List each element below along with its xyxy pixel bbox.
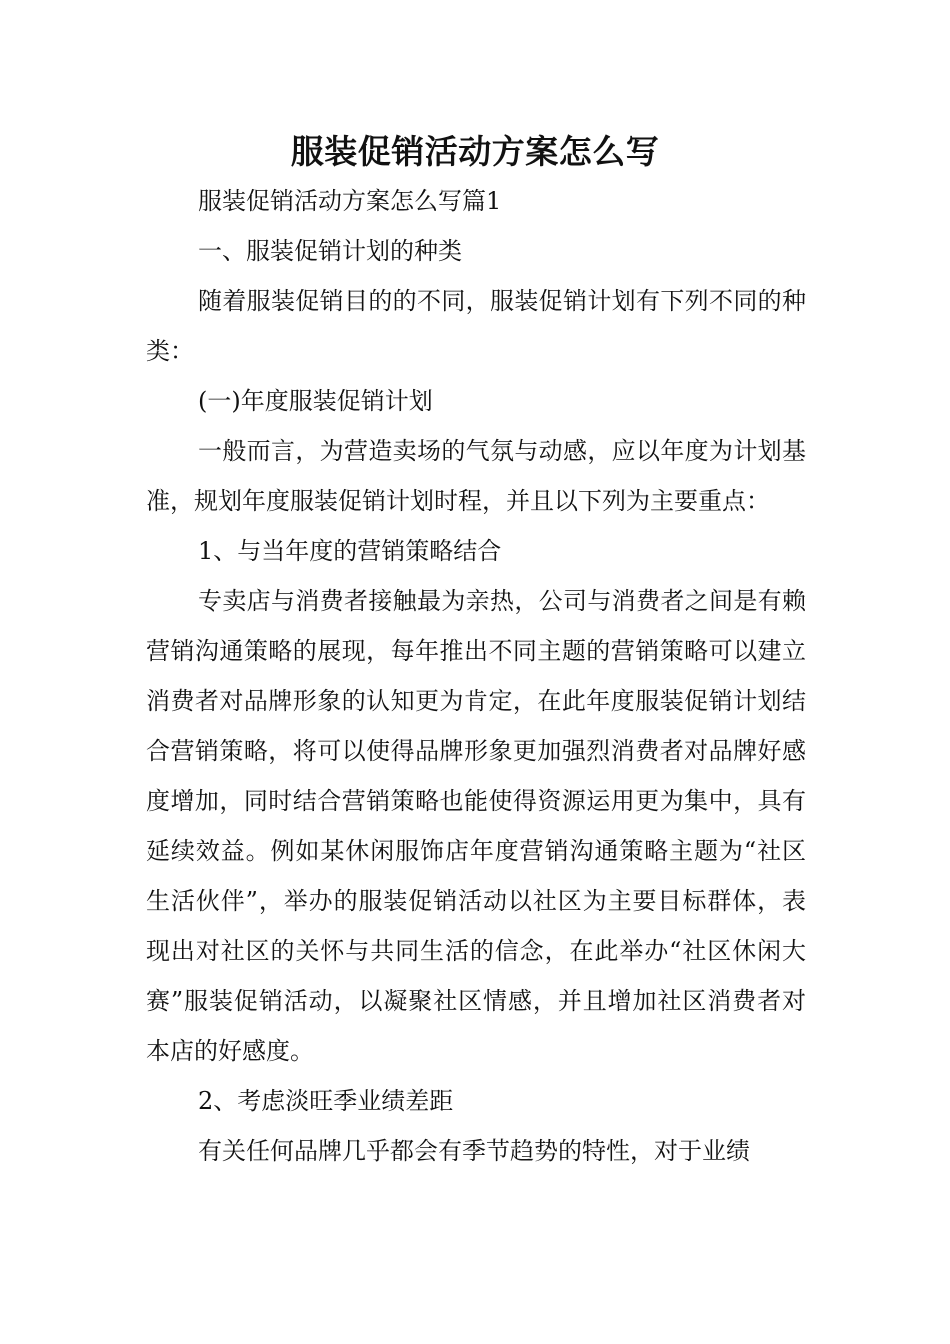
list-heading: 2、考虑淡旺季业绩差距: [198, 1087, 454, 1115]
paragraph: 一般而言，为营造卖场的气氛与动感，应以年度为计划基准，规划年度服装促销计划时程，并且以下列为主要重点：: [146, 437, 806, 515]
paragraph: 有关任何品牌几乎都会有季节趋势的特性，对于业绩: [198, 1137, 750, 1165]
paragraph: 专卖店与消费者接触最为亲热，公司与消费者之间是有赖营销沟通策略的展现，每年推出不同主题的营销策略可以建立消费者对品牌形象的认知更为肯定，在此年度服装促销计划结合营销策略，将可以使得品牌形象更加强烈消费者对品牌好感度增加，同时结合营销策略也能使得资源运用更为集中，具有延续效益。例如某休闲服饰店年度营销沟通策略主题为“社区生活伙伴”，举办的服装促销活动以社区为主要目标群体，表现出对社区的关怀与共同生活的信念，在此举办“社区休闲大赛”服装促销活动，以凝聚社区情感，并且增加社区消费者对本店的好感度。: [146, 587, 806, 1065]
paragraph-heading: 服装促销活动方案怎么写篇1: [198, 187, 502, 215]
document-title: 服装促销活动方案怎么写: [290, 132, 660, 171]
list-heading: 1、与当年度的营销策略结合: [198, 537, 502, 565]
subsection-heading: (一)年度服装促销计划: [198, 387, 433, 415]
paragraph: 随着服装促销目的的不同，服装促销计划有下列不同的种类：: [146, 287, 806, 365]
document-body: [146, 176, 806, 1176]
section-heading: 一、服装促销计划的种类: [198, 237, 462, 265]
